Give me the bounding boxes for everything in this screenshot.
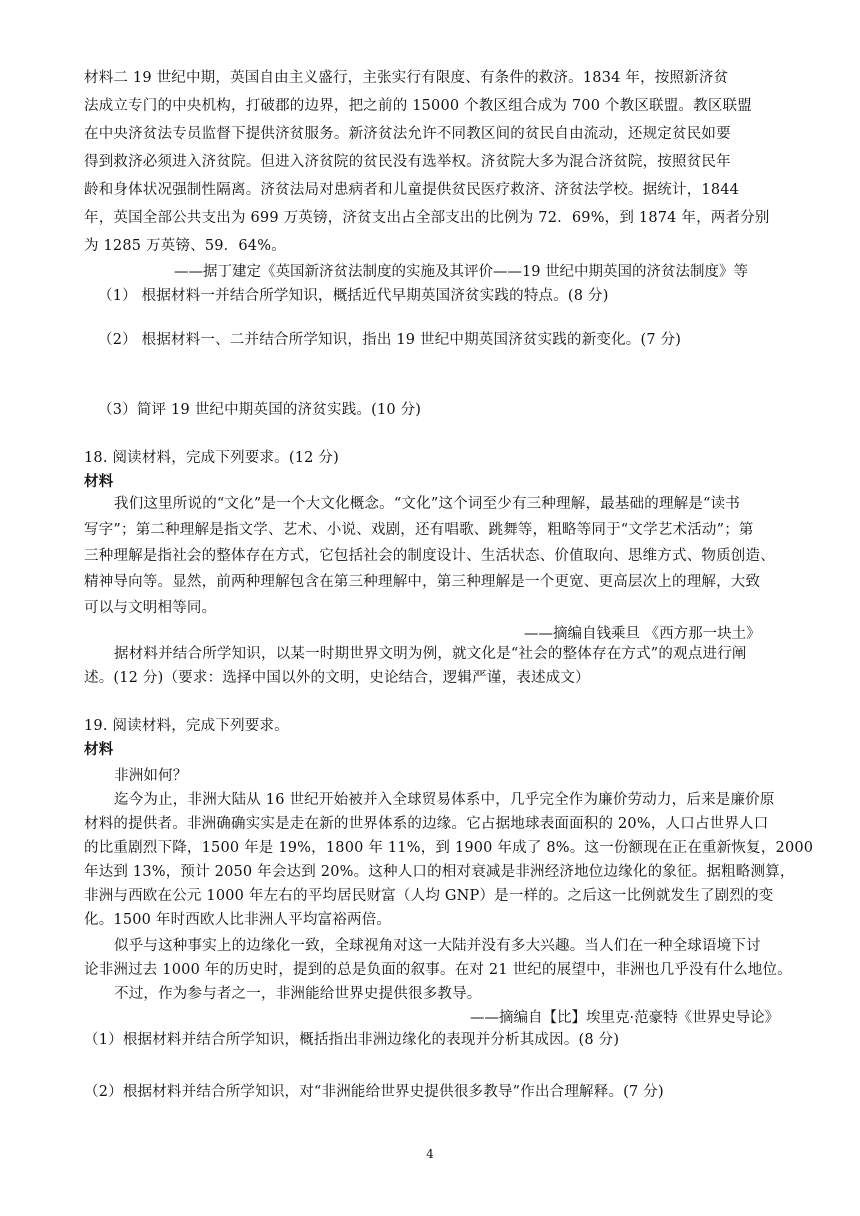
q19-subquestion-2: （2）根据材料并结合所学知识，对“非洲能给世界史提供很多教导”作出合理解释。(7 分)	[84, 1084, 664, 1100]
material2-line-5: 龄和身体状况强制性隔离。济贫法局对患病者和儿童提供贫民医疗救济、济贫法学校。据统计，1844	[84, 182, 740, 198]
q19-material-line-6: 化。1500 年时西欧人比非洲人平均富裕两倍。	[84, 912, 392, 928]
q17-subquestion-3: （3）简评 19 世纪中期英国的济贫实践。(10 分)	[98, 402, 422, 418]
q18-material-line-5: 可以与文明相等同。	[84, 600, 217, 616]
q17-subquestion-2: （2） 根据材料一、二并结合所学知识，指出 19 世纪中期英国济贫实践的新变化。(7 分)	[98, 332, 682, 348]
q18-material-line-4: 精神导向等。显然，前两种理解包含在第三种理解中，第三种理解是一个更宽、更高层次上的理解，大致	[84, 574, 761, 590]
material2-line-3: 在中央济贫法专员监督下提供济贫服务。新济贫法允许不同教区间的贫民自由流动，还规定贫民如要	[84, 126, 731, 142]
q19-material-line-5: 非洲与西欧在公元 1000 年左右的平均居民财富（人均 GNP）是一样的。之后这一比例就发生了剧烈的变	[84, 888, 774, 904]
q18-material-line-1: 我们这里所说的“文化”是一个大文化概念。“文化”这个词至少有三种理解，最基础的理解是“读书	[114, 496, 741, 512]
q18-material-label: 材料	[84, 473, 114, 490]
q19-heading: 非洲如何？	[114, 768, 188, 784]
q19-material-line-4: 年达到 13%，预计 2050 年会达到 20%。这种人口的相对衰减是非洲经济地位边缘化的象征。据粗略测算，	[84, 864, 795, 880]
q18-task-line-1: 据材料并结合所学知识，以某一时期世界文明为例，就文化是“社会的整体存在方式”的观点进行阐	[114, 646, 747, 662]
q19-material-line-9: 不过，作为参与者之一，非洲能给世界史提供很多教导。	[114, 986, 482, 1002]
q18-source: ——摘编自钱乘旦 《西方那一块土》	[524, 626, 761, 642]
material2-line-7: 为 1285 万英镑、59．64%。	[84, 238, 286, 254]
q19-material-label: 材料	[84, 741, 114, 758]
q19-subquestion-1: （1）根据材料并结合所学知识，概括指出非洲边缘化的表现并分析其成因。(8 分)	[84, 1032, 620, 1048]
material2-line-4: 得到救济必须进入济贫院。但进入济贫院的贫民没有选举权。济贫院大多为混合济贫院，按照贫民年	[84, 154, 731, 170]
q19-material-line-8: 论非洲过去 1000 年的历史时，提到的总是负面的叙事。在对 21 世纪的展望中，非洲也几乎没有什么地位。	[84, 962, 792, 978]
material2-line-2: 法成立专门的中央机构，打破郡的边界，把之前的 15000 个教区组合成为 700 个教区联盟。教区联盟	[84, 98, 752, 114]
q18-title: 18. 阅读材料，完成下列要求。(12 分)	[84, 450, 339, 466]
q18-material-line-2: 写字”；第二种理解是指文学、艺术、小说、戏剧，还有唱歌、跳舞等，粗略等同于“文学艺术活动”；第	[84, 522, 754, 538]
q19-title: 19. 阅读材料，完成下列要求。	[84, 718, 289, 734]
material2-line-6: 年，英国全部公共支出为 699 万英镑，济贫支出占全部支出的比例为 72．69%，到 1874 年，两者分别	[84, 210, 770, 226]
q19-material-line-1: 迄今为止，非洲大陆从 16 世纪开始被并入全球贸易体系中，几乎完全作为廉价劳动力，后来是廉价原	[114, 792, 775, 808]
q19-material-line-2: 材料的提供者。非洲确确实实是走在新的世界体系的边缘。它占据地球表面面积的 20%，人口占世界人口	[84, 816, 769, 832]
q19-material-line-7: 似乎与这种事实上的边缘化一致，全球视角对这一大陆并没有多大兴趣。当人们在一种全球语境下讨	[114, 938, 761, 954]
q17-subquestion-1: （1） 根据材料一并结合所学知识，概括近代早期英国济贫实践的特点。(8 分)	[98, 288, 609, 304]
material2-source: ——据丁建定《英国新济贫法制度的实施及其评价——19 世纪中期英国的济贫法制度》等	[174, 264, 749, 280]
q19-source: ——摘编自【比】埃里克·范豪特《世界史导论》	[470, 1010, 780, 1026]
q18-material-line-3: 三种理解是指社会的整体存在方式，它包括社会的制度设计、生活状态、价值取向、思维方式、物质创造、	[84, 548, 775, 564]
q19-material-line-3: 的比重剧烈下降，1500 年是 19%，1800 年 11%，到 1900 年成了 8%。这一份额现在正在重新恢复，2000	[84, 840, 814, 856]
page-number: 4	[426, 1147, 434, 1161]
material2-line-1: 材料二 19 世纪中期，英国自由主义盛行，主张实行有限度、有条件的救济。1834 年，按照新济贫	[84, 70, 729, 86]
q18-task-line-2: 述。(12 分)（要求：选择中国以外的文明，史论结合，逻辑严谨，表述成文）	[84, 670, 590, 686]
